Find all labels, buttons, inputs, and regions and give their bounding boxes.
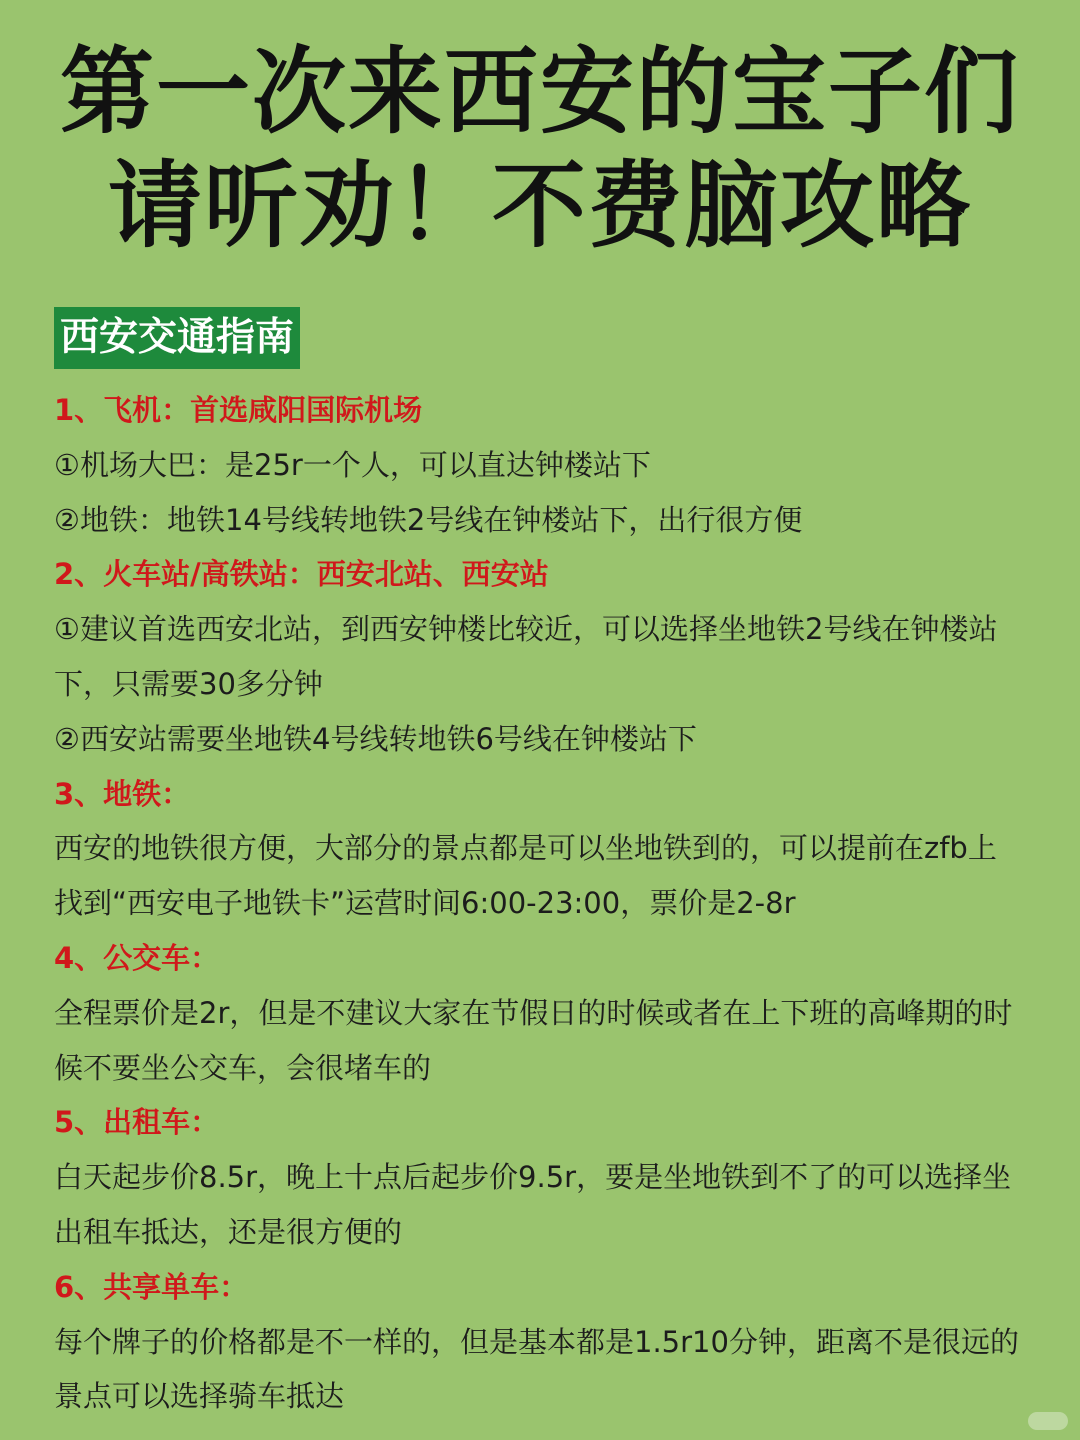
line-8: 西安的地铁很方便，大部分的景点都是可以坐地铁到的，可以提前在zfb上 [54,831,997,866]
title-line-1: 第一次来西安的宝子们 [59,38,1020,147]
line-6: ②西安站需要坐地铁4号线转地铁6号线在钟楼站下 [54,721,697,756]
corner-watermark [1028,1412,1068,1430]
line-11: 全程票价是2r，但是不建议大家在节假日的时候或者在上下班的高峰期的时 [54,995,1013,1030]
line-18: 景点可以选择骑车抵达 [54,1379,345,1414]
guide-content [54,383,1044,1424]
title-line-2: 请听劝！不费脑攻略 [107,152,972,261]
line-5: 下，只需要30多分钟 [54,666,323,701]
line-4: ①建议首选西安北站，到西安钟楼比较近，可以选择坐地铁2号线在钟楼站 [54,612,998,647]
line-7: 3、地铁： [54,776,191,811]
line-10: 4、公交车： [54,940,220,975]
line-13: 5、出租车： [54,1105,220,1140]
line-15: 出租车抵达，还是很方便的 [54,1214,403,1249]
line-3: 2、火车站/高铁站：西安北站、西安站 [54,557,549,592]
line-12: 候不要坐公交车，会很堵车的 [54,1050,432,1085]
line-9: 找到“西安电子地铁卡”运营时间6:00-23:00，票价是2-8r [54,886,796,921]
line-2: ②地铁：地铁14号线转地铁2号线在钟楼站下，出行很方便 [54,502,803,537]
section-badge: 西安交通指南 [54,307,300,369]
line-17: 每个牌子的价格都是不一样的，但是基本都是1.5r10分钟，距离不是很远的 [54,1324,1019,1359]
line-1: ①机场大巴：是25r一个人，可以直达钟楼站下 [54,447,651,482]
title-block [0,36,1080,264]
line-0: 1、飞机：首选咸阳国际机场 [54,393,423,427]
line-14: 白天起步价8.5r，晚上十点后起步价9.5r，要是坐地铁到不了的可以选择坐 [54,1160,1012,1195]
line-16: 6、共享单车： [54,1269,249,1304]
